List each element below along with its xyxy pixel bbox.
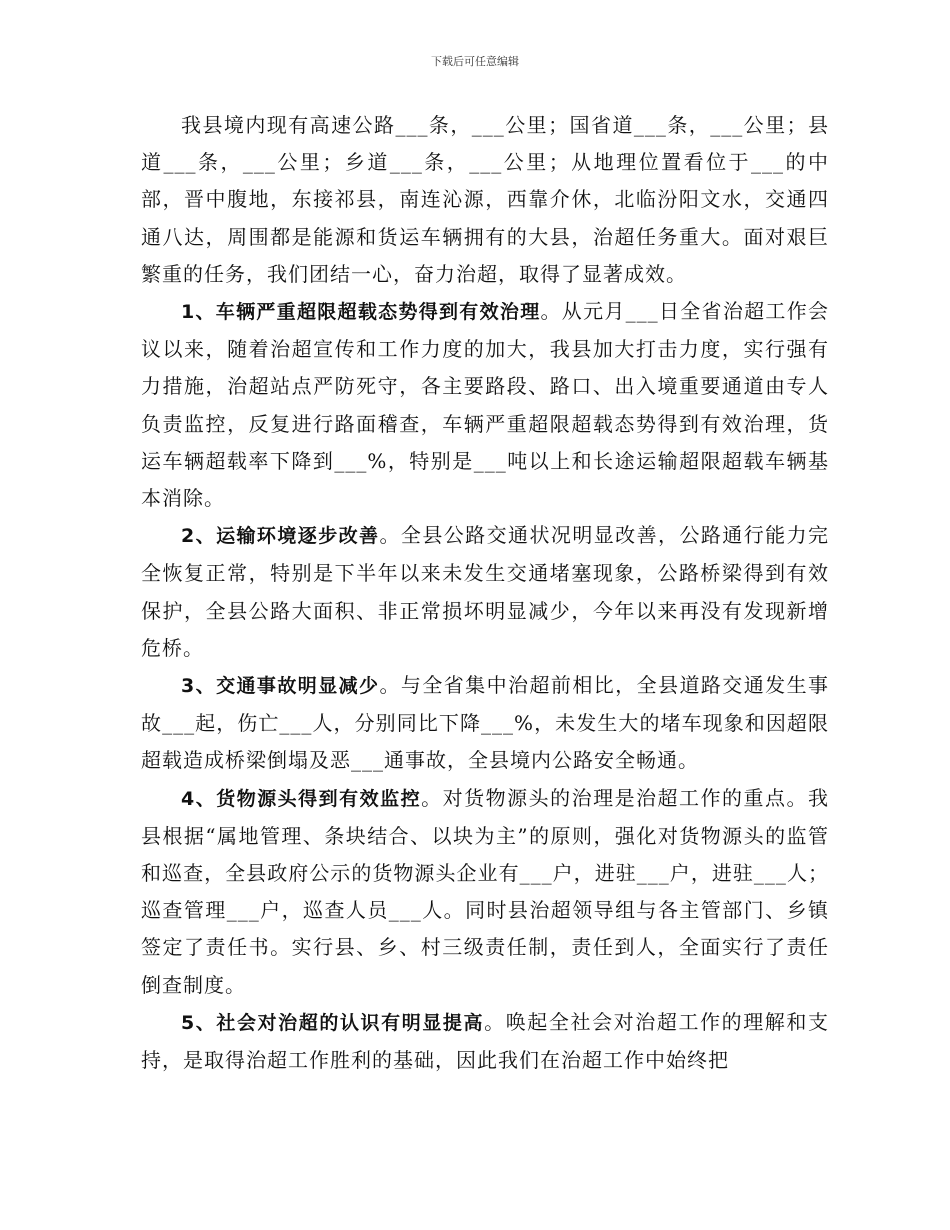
page-header: 下载后可任意编辑 [431,55,519,68]
intro-paragraph [141,107,829,293]
paragraph-heading: 3、交通事故明显减少 [181,675,380,698]
paragraph-2 [141,517,829,667]
paragraph-1 [141,293,829,517]
paragraph-body: 。与全省集中治超前相比，全县道路交通发生事故___起，伤亡___人，分别同比下降___%，未发生大的堵车现象和因超限超载造成桥梁倒塌及恶___通事故，全县境内公路安全畅通。 [141,673,829,773]
paragraph-4 [141,780,829,1004]
paragraph-heading: 1、车辆严重超限超载态势得到有效治理 [181,301,541,324]
paragraph-3 [141,667,829,780]
paragraph-heading: 4、货物源头得到有效监控 [181,787,422,810]
paragraph-body: 。从元月___日全省治超工作会议以来，随着治超宣传和工作力度的加大，我县加大打击力度，实行强有力措施，治超站点严防死守，各主要路段、路口、出入境重要通道由专人负责监控，反复进行路面稽查，车辆严重超限超载态势得到有效治理，货运车辆超载率下降到___%，特别是___吨以上和长途运输超限超载车辆基本消除。 [141,299,829,511]
document-body [141,107,829,1079]
paragraph-heading: 5、社会对治超的认识有明显提高 [181,1011,485,1034]
paragraph-body: 。对货物源头的治理是治超工作的重点。我县根据“属地管理、条块结合、以块为主”的原则，强化对货物源头的监管和巡查，全县政府公示的货物源头企业有___户，进驻___户，进驻___人；巡查管理___户，巡查人员___人。同时县治超领导组与各主管部门、乡镇签定了责任书。实行县、乡、村三级责任制，责任到人，全面实行了责任倒查制度。 [141,785,829,997]
paragraph-body: 我县境内现有高速公路___条，___公里；国省道___条，___公里；县道___条，___公里；乡道___条，___公里；从地理位置看位于___的中部，晋中腹地，东接祁县，南连沁源，西靠介休，北临汾阳文水，交通四通八达，周围都是能源和货运车辆拥有的大县，治超任务重大。面对艰巨繁重的任务，我们团结一心，奋力治超，取得了显著成效。 [141,113,829,286]
paragraph-heading: 2、运输环境逐步改善 [181,525,380,548]
paragraph-body: 。唤起全社会对治超工作的理解和支持，是取得治超工作胜利的基础，因此我们在治超工作中始终把 [141,1009,829,1073]
paragraph-5 [141,1004,829,1079]
paragraph-body: 。全县公路交通状况明显改善，公路通行能力完全恢复正常，特别是下半年以来未发生交通堵塞现象，公路桥梁得到有效保护，全县公路大面积、非正常损坏明显减少，今年以来再没有发现新增危桥。 [141,523,829,660]
